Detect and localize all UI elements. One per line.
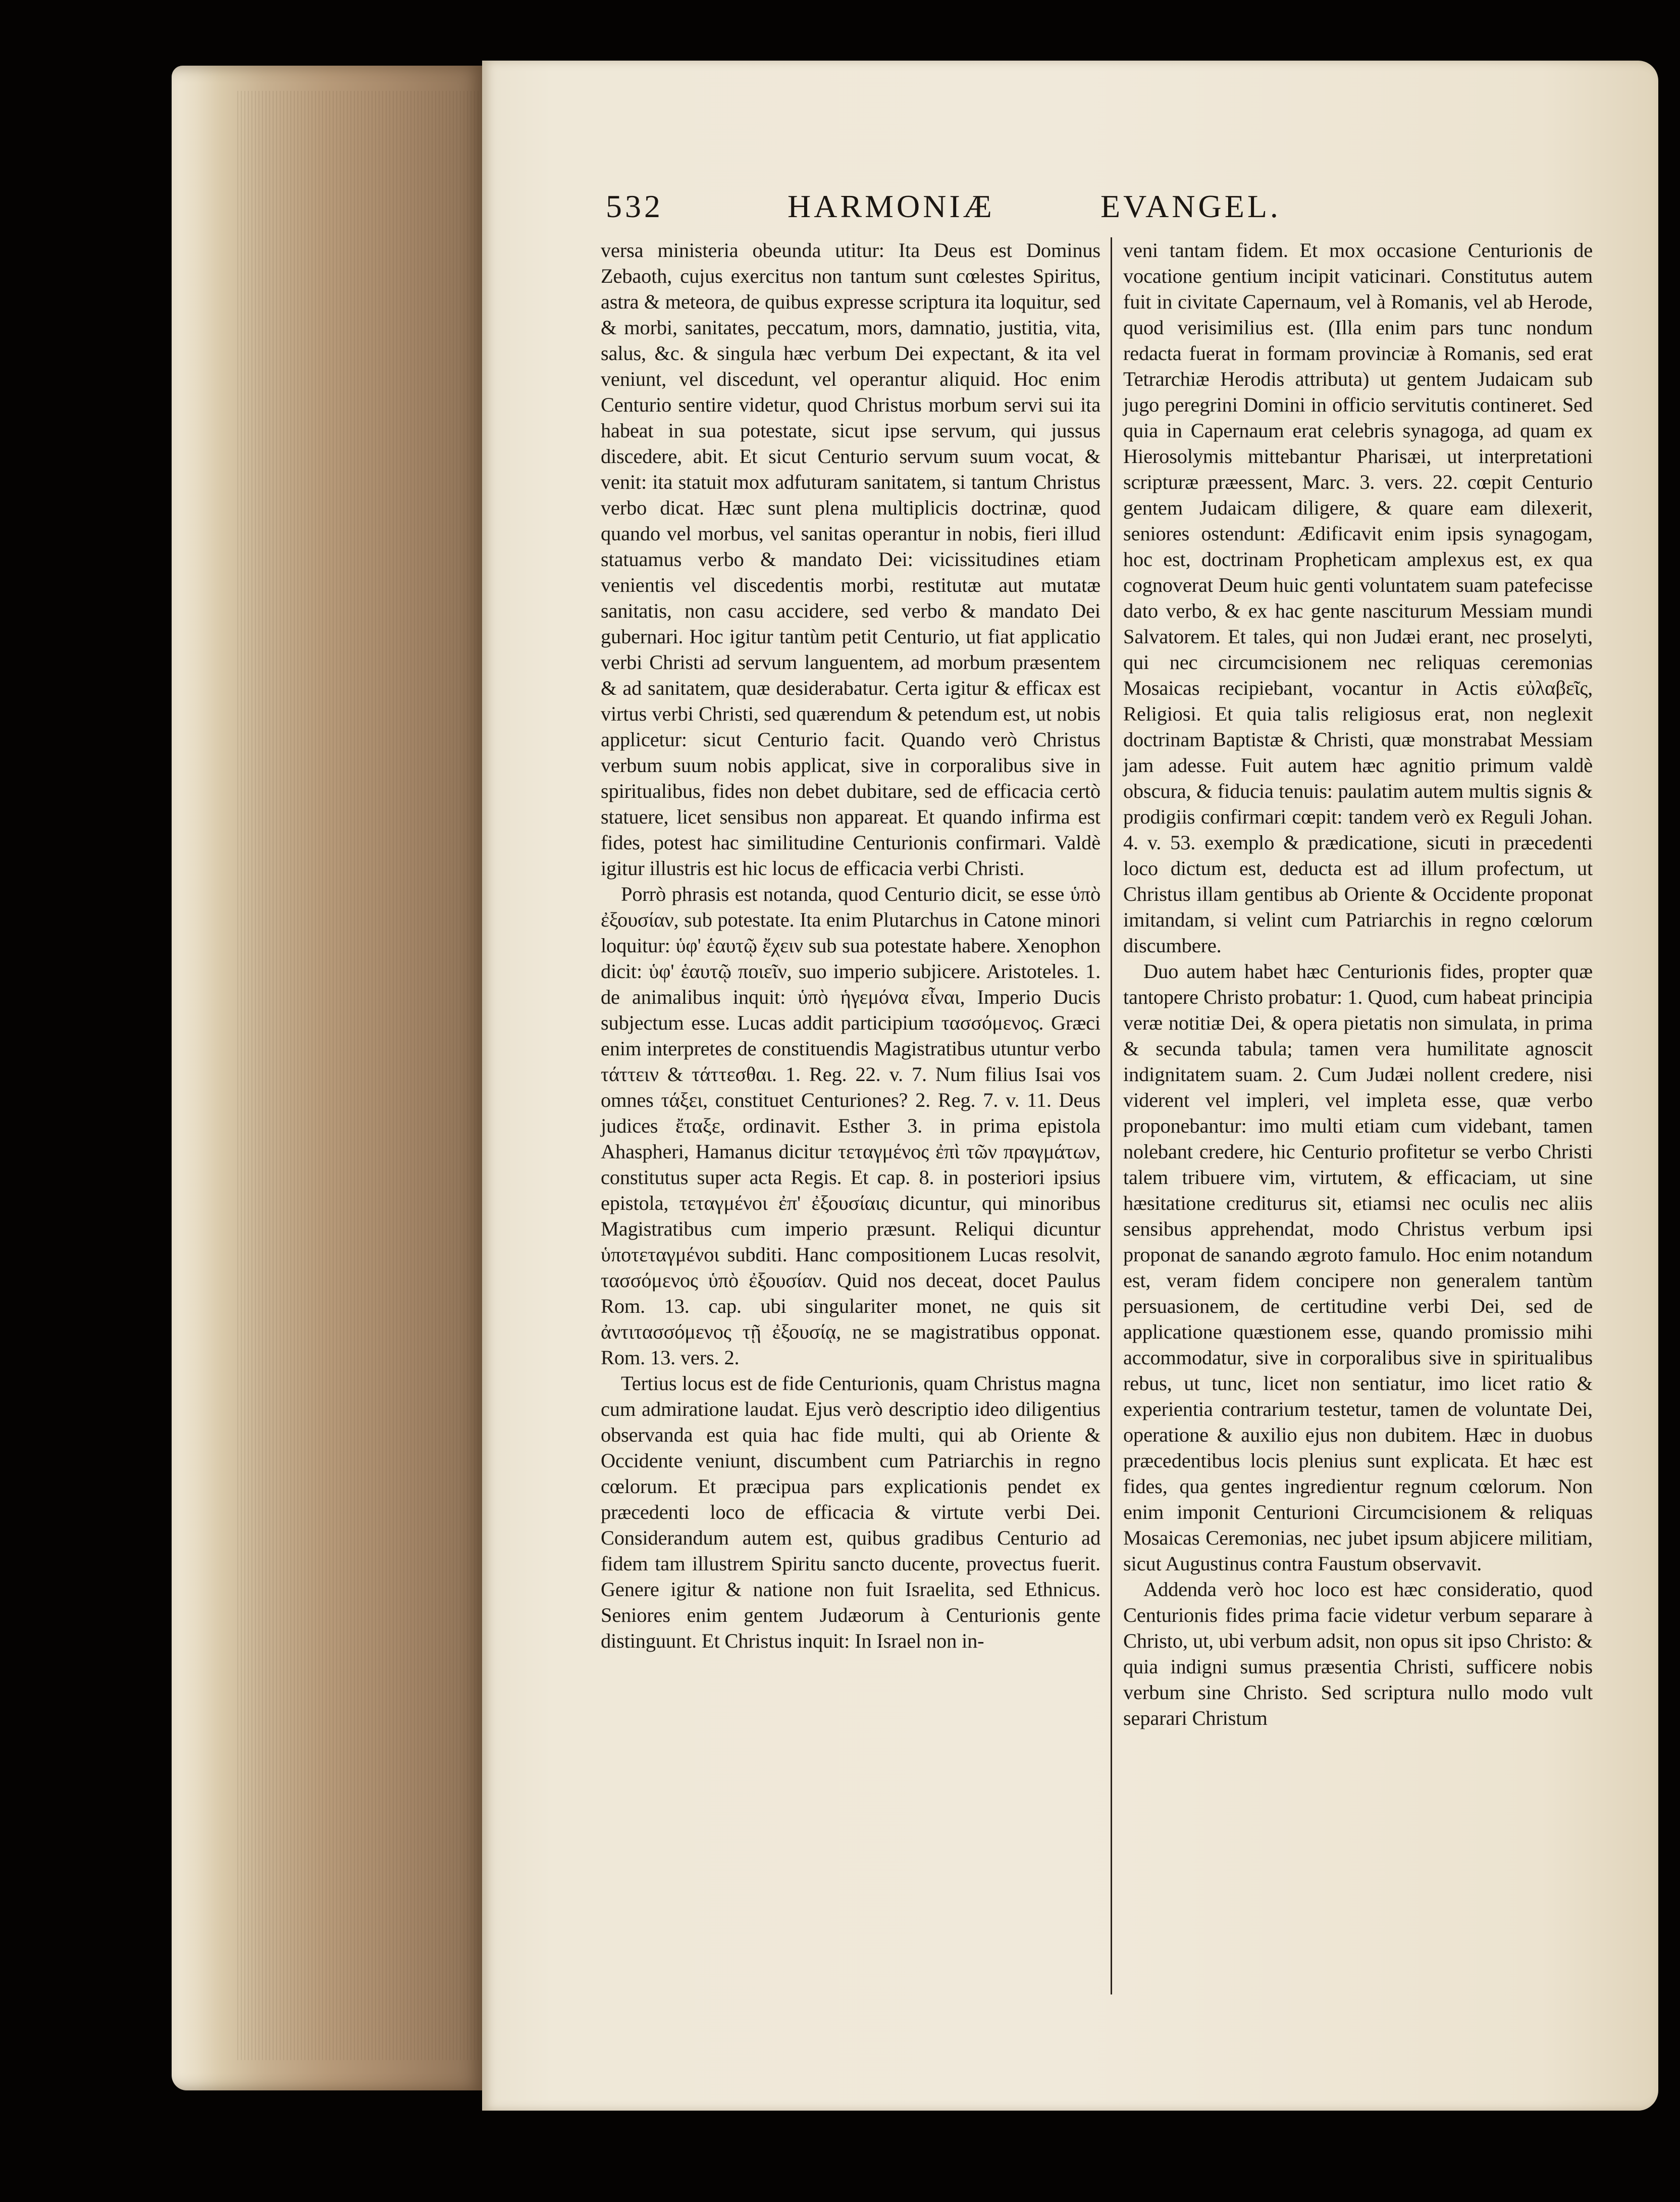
page-edge-texture	[237, 91, 480, 2060]
text-column-left	[601, 237, 1100, 1654]
page-number: 532	[606, 188, 663, 224]
paragraph: Duo autem habet hæc Centurionis fides, propter quæ tantopere Christo probatur: 1. Quod, cum habeat principia veræ notitiæ Dei, & opera pietatis non simulata, in prima & secunda tabula; tamen vera humilitate agnoscit indignitatem suam. 2. Cum Judæi nollent credere, nisi viderent vel impleri, vel impleta esse, quæ verbo proponebantur: imo multi etiam cum videbant, tamen nolebant credere, hic Centurio profitetur se verbo Christi talem tribuere vim, virtutem, & efficaciam, ut sine hæsitatione crediturus sit, etiamsi nec oculis nec aliis sensibus apprehendat, modo Christus verbum ipsi proponat de sanando ægroto famulo. Hoc enim notandum est, veram fidem concipere non generalem tantùm persuasionem, de certitudine verbi Dei, sed de applicatione quæstionem esse, quando promissio mihi accommodatur, sive in corporalibus sive in spiritualibus rebus, ut tunc, licet non sentiatur, imo licet ratio & experientia contrarium testetur, tamen de voluntate Dei, operatione & auxilio ejus non dubitem. Hæc in duobus præcedentibus locis plenius sunt explicata. Et hæc est fides, qua gentes ingredientur regnum cœlorum. Non enim imponit Centurioni Circumcisionem & reliquas Mosaicas Ceremonias, nec jubet ipsum abjicere militiam, sicut Augustinus contra Faustum observavit.	[1123, 960, 1593, 1575]
paragraph: Tertius locus est de fide Centurionis, quam Christus magna cum admiratione laudat. Ejus verò descriptio ideo diligentius observanda est quia hac fide multi, qui ab Oriente & Occidente veniunt, discumbent cum Patriarchis in regno cœlorum. Et præcipua pars explicationis pendet ex præcedenti loco de efficacia & virtute verbi Dei. Considerandum autem est, quibus gradibus Centurio ad fidem tam illustrem Spiritu sancto ducente, provectus fuerit. Genere igitur & natione non fuit Israelita, sed Ethnicus. Seniores enim gentem Judæorum à Centurionis gente distinguunt. Et Christus inquit: In Israel non in-	[601, 1372, 1100, 1652]
paragraph: versa ministeria obeunda utitur: Ita Deus est Dominus Zebaoth, cujus exercitus non tantum sunt cœlestes Spiritus, astra & meteora, de quibus expresse scriptura ita loquitur, sed & morbi, sanitates, peccatum, mors, damnatio, justitia, vita, salus, &c. & singula hæc verbum Dei expectant, & ita vel veniunt, vel discedunt, vel operantur aliquid. Hoc enim Centurio sentire videtur, quod Christus morbum servi sui ita habeat in sua potestate, sicut ipse servum, qui jussus discedere, abit. Et sicut Centurio servum suum vocat, & venit: ita statuit mox adfuturam sanitatem, si tantum Christus verbo dicat. Hæc sunt plena multiplicis doctrinæ, quod quando vel morbus, vel sanitas operantur in nobis, fieri illud statuamus verbo & mandato Dei: vicissitudines etiam venientis vel discedentis morbi, restitutæ aut mutatæ sanitatis, non casu accidere, sed verbo & mandato Dei gubernari. Hoc igitur tantùm petit Centurio, ut fiat applicatio verbi Christi ad servum languentem, ad morbum præsentem & ad sanitatem, quæ desiderabatur. Certa igitur & efficax est virtus verbi Christi, sed quærendum & petendum est, ut nobis applicetur: sicut Centurio facit. Quando verò Christus verbum suum nobis applicat, sive in corporalibus sive in spiritualibus, fides non debet dubitare, sed de efficacia certò statuere, licet sensibus non appareat. Et quando infirma est fides, potest hac similitudine Centurionis confirmari. Valdè igitur illustris est hic locus de efficacia verbi Christi.	[601, 239, 1100, 880]
paragraph: veni tantam fidem. Et mox occasione Centurionis de vocatione gentium incipit vaticinari. Constitutus autem fuit in civitate Capernaum, vel à Romanis, vel ab Herode, quod verisimilius est. (Illa enim pars tunc nondum redacta fuerat in formam provinciæ à Romanis, sed erat Tetrarchiæ Herodis attributa) ut gentem Judaicam sub jugo peregrini Domini in officio servitutis contineret. Sed quia in Capernaum erat celebris synagoga, ad quam ex Hierosolymis mittebantur Pharisæi, ut interpretationi scripturæ præessent, Marc. 3. vers. 22. cœpit Centurio gentem Judaicam diligere, & quare eam dilexerit, seniores ostendunt: Ædificavit enim ipsis synagogam, hoc est, doctrinam Propheticam amplexus est, ex qua cognoverat Deum huic genti voluntatem suam patefecisse dato verbo, & ex hac gente nasciturum Messiam mundi Salvatorem. Et tales, qui non Judæi erant, nec proselyti, qui nec circumcisionem nec reliquas ceremonias Mosaicas recipiebant, vocantur in Actis εὐλαβεῖς, Religiosi. Et quia talis religiosus erat, non neglexit doctrinam Baptistæ & Christi, quæ monstrabat Messiam jam adesse. Fuit autem hæc agnitio primum valdè obscura, & fiducia tenuis: paulatim autem multis signis & prodigiis confirmari cœpit: tandem verò ex Reguli Johan. 4. v. 53. exemplo & prædicatione, sicuti in præcedenti loco dictum est, deducta est ad illum profectum, ut Christus illam gentibus ab Oriente & Occidente proponat imitandam, si velint cum Patriarchis in regno cœlorum discumbere.	[1123, 239, 1593, 957]
header-title-right: EVANGEL.	[1100, 188, 1281, 224]
running-header	[606, 188, 1605, 233]
paragraph: Addenda verò hoc loco est hæc consideratio, quod Centurionis fides prima facie videtur verbum separare à Christo, ut, ubi verbum adsit, non opus sit ipso Christo: & quia indigni sumus præsentia Christi, sufficere nobis verbum sine Christo. Sed scriptura nullo modo vult separari Christum	[1123, 1578, 1593, 1729]
paragraph: Porrò phrasis est notanda, quod Centurio dicit, se esse ὑπὸ ἐξουσίαν, sub potestate. Ita enim Plutarchus in Catone minori loquitur: ὑφ' ἑαυτῷ ἔχειν sub sua potestate habere. Xenophon dicit: ὑφ' ἑαυτῷ ποιεῖν, suo imperio subjicere. Aristoteles. 1. de animalibus inquit: ὑπὸ ἡγεμόνα εἶναι, Imperio Ducis subjectum esse. Lucas addit participium τασσόμενος. Græci enim interpretes de constituendis Magistratibus utuntur verbo τάττειν & τάττεσθαι. 1. Reg. 22. v. 7. Num filius Isai vos omnes τάξει, constituet Centuriones? 2. Reg. 7. v. 11. Deus judices ἔταξε, ordinavit. Esther 3. in prima epistola Ahaspheri, Hamanus dicitur τεταγμένος ἐπὶ τῶν πραγμάτων, constitutus super acta Regis. Et cap. 8. in posteriori ipsius epistola, τεταγμένοι ἐπ' ἐξουσίαις dicuntur, qui minoribus Magistratibus cum imperio præsunt. Reliqui dicuntur ὑποτεταγμένοι subditi. Hanc compositionem Lucas resolvit, τασσόμενος ὑπὸ ἐξουσίαν. Quid nos deceat, docet Paulus Rom. 13. cap. ubi singulariter monet, ne quis sit ἀντιτασσόμενος τῇ ἐξουσίᾳ, ne se magistratibus opponat. Rom. 13. vers. 2.	[601, 883, 1100, 1369]
column-divider	[1111, 237, 1112, 1994]
text-column-right	[1123, 237, 1593, 1731]
header-title-left: HARMONIÆ	[788, 188, 995, 224]
